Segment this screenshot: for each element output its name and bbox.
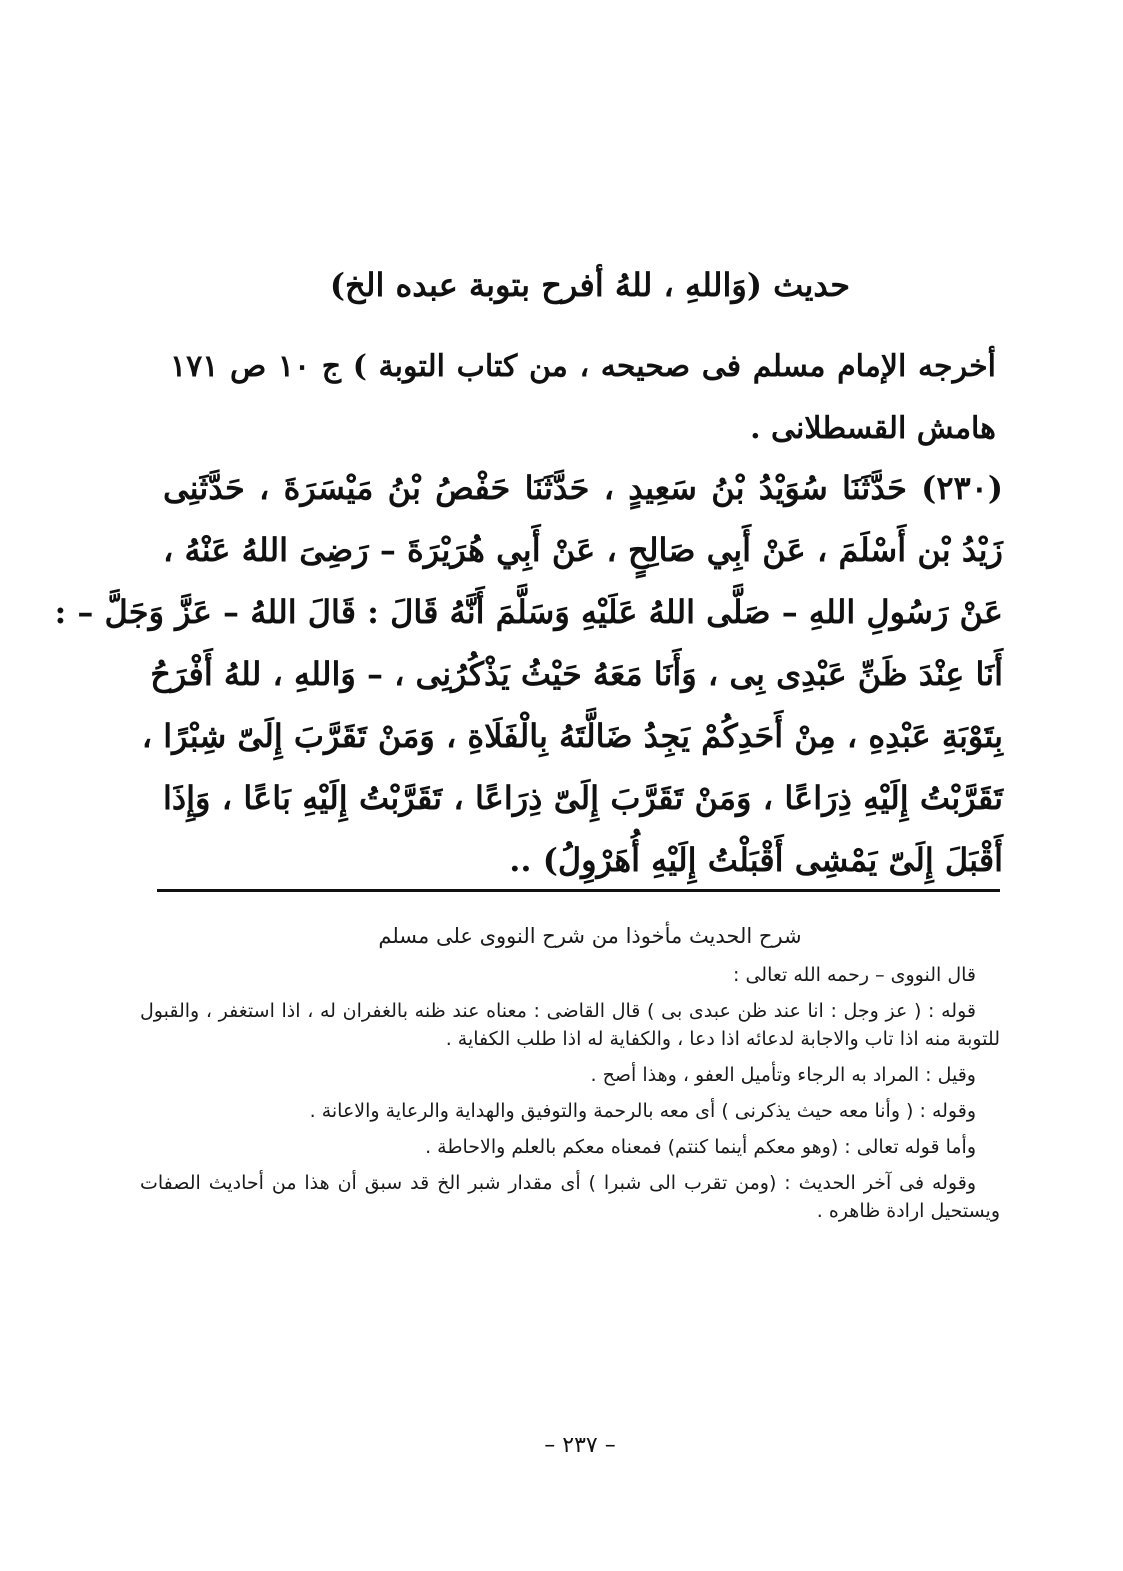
hadith-line: أَقْبَلَ إِلَىّ يَمْشِى أَقْبَلْتُ إِلَيْهِ أُهَرْوِلُ) .. — [509, 841, 1003, 879]
hadith-line: (٢٣٠) حَدَّثَنَا سُوَيْدُ بْنُ سَعِيدٍ ، حَدَّثَنَا حَفْصُ بْنُ مَيْسَرَةَ ، حَدَّثَنِى — [163, 469, 1004, 507]
commentary-heading: شرح الحديث مأخوذا من شرح النووى على مسلم — [378, 924, 802, 948]
section-divider — [157, 889, 1000, 892]
hadith-line: تَقَرَّبْتُ إِلَيْهِ ذِرَاعًا ، وَمَنْ تَقَرَّبَ إِلَىّ ذِرَاعًا ، تَقَرَّبْتُ إِلَيْهِ بَاعًا ، وَإِذَا — [163, 779, 1003, 817]
hadith-line: زَيْدُ بْن أَسْلَمَ ، عَنْ أَبِي صَالِحٍ ، عَنْ أَبِي هُرَيْرَةَ – رَضِىَ اللهُ عَنْهُ ، — [163, 531, 1003, 569]
commentary-intro: قال النووى – رحمه الله تعالى : — [733, 964, 976, 986]
hadith-text — [54, 457, 1004, 891]
commentary-paragraph: قوله : ( عز وجل : انا عند ظن عبدى بى ) قال القاضى : معناه عند ظنه بالغفران له ، اذا استغفر ، والقبول للتوبة منه اذا تاب والاجابة لدعائه اذا دعا ، والكفاية له اذا طلب الكفاية . — [140, 1000, 1000, 1050]
hadith-source: أخرجه الإمام مسلم فى صحيحه ، من كتاب التوبة ) ج ١٠ ص ١٧١ هامش القسطلانى . — [170, 349, 996, 446]
commentary-paragraph: وقيل : المراد به الرجاء وتأميل العفو ، وهذا أصح . — [590, 1064, 976, 1086]
commentary-paragraph: وقوله فى آخر الحديث : (ومن تقرب الى شبرا ) أى مقدار شبر الخ قد سبق أن هذا من أحاديث الصفات ويستحيل ارادة ظاهره . — [140, 1172, 1000, 1222]
commentary-section — [140, 922, 1000, 1233]
commentary-paragraph: وأما قوله تعالى : (وهو معكم أينما كنتم) فمعناه معكم بالعلم والاحاطة . — [425, 1136, 976, 1158]
hadith-line: عَنْ رَسُولِ اللهِ – صَلَّى اللهُ عَلَيْهِ وَسَلَّمَ أَنَّهُ قَالَ : قَالَ اللهُ – عَزَّ وَجَلَّ – : — [54, 593, 1003, 631]
commentary-paragraph: وقوله : ( وأنا معه حيث يذكرنى ) أى معه بالرحمة والتوفيق والهداية والرعاية والاعانة . — [309, 1100, 976, 1122]
page-number: – ٢٣٧ – — [544, 1433, 616, 1458]
hadith-line: بِتَوْبَةِ عَبْدِهِ ، مِنْ أَحَدِكُمْ يَجِدُ ضَالَّتَهُ بِالْفَلَاةِ ، وَمَنْ تَقَرَّبَ إِلَىّ شِبْرًا ، — [141, 717, 1003, 755]
hadith-title: حديث (وَاللهِ ، للهُ أفرح بتوبة عبده الخ) — [329, 266, 850, 304]
hadith-line: أَنَا عِنْدَ ظَنِّ عَبْدِى بِى ، وَأَنَا مَعَهُ حَيْثُ يَذْكُرُنِى ، – وَاللهِ ، للهُ أَفْرَحُ — [150, 655, 1003, 693]
